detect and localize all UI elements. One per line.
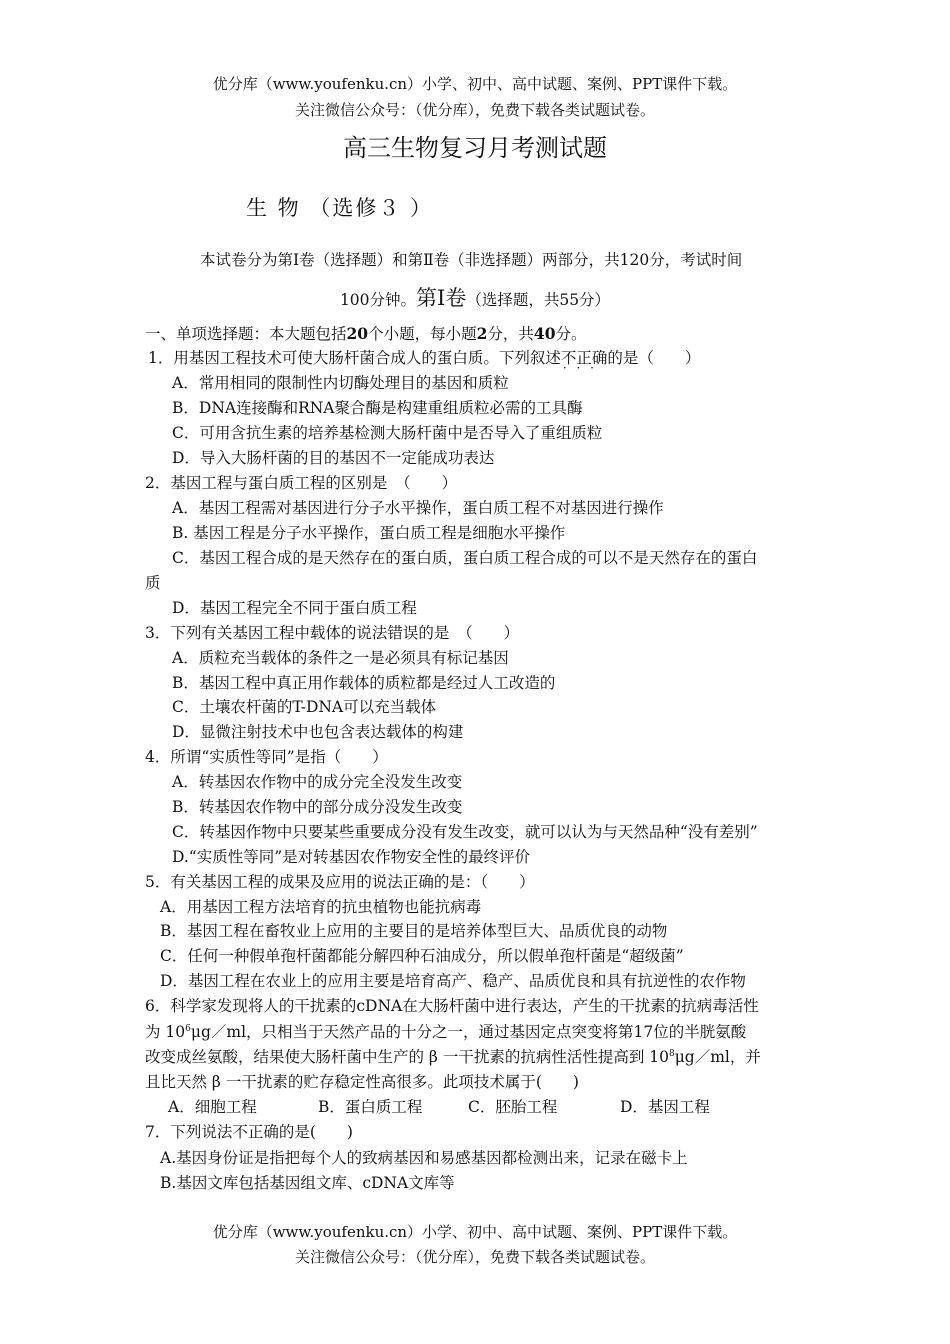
section-text: 个小题，每小题 [368, 325, 477, 343]
intro-line-1: 本试卷分为第Ⅰ卷（选择题）和第Ⅱ卷（非选择题）两部分，共120分，考试时间 [200, 251, 743, 269]
header-line-2: 关注微信公众号：（优分库），免费下载各类试题试卷。 [294, 101, 655, 119]
q7-option-b: B.基因文库包括基因组文库、cDNA文库等 [160, 1174, 455, 1192]
q5-option-b: B．基因工程在畜牧业上应用的主要目的是培养体型巨大、品质优良的动物 [160, 922, 668, 940]
q2-option-b: B. 基因工程是分子水平操作，蛋白质工程是细胞水平操作 [172, 524, 566, 542]
section-text: 一、单项选择题：本大题包括 [145, 325, 347, 343]
q2-stem: 2．基因工程与蛋白质工程的区别是 （ ） [145, 474, 458, 492]
q6-text: 改变成丝氨酸，结果使大肠杆菌中生产的 β 一干扰素的抗病性活性提高到 10 [145, 1048, 669, 1066]
page-title: 高三生物复习月考测试题 [343, 134, 607, 162]
section-count: 20 [346, 324, 369, 343]
q1-option-b: B．DNA连接酶和RNA聚合酶是构建重组质粒必需的工具酶 [172, 399, 583, 417]
q4-stem: 4．所谓“实质性等同”是指（ ） [145, 748, 388, 766]
q6-option-a: A．细胞工程 [168, 1098, 257, 1116]
q5-option-a: A．用基因工程方法培育的抗虫植物也能抗病毒 [160, 898, 482, 916]
q5-stem: 5．有关基因工程的成果及应用的说法正确的是：（ ） [145, 873, 535, 891]
volume-one-heading: 第Ⅰ卷 [416, 286, 467, 310]
q1-option-d: D．导入大肠杆菌的目的基因不一定能成功表达 [172, 449, 495, 467]
exponent: 6 [185, 1023, 191, 1034]
q6-option-c: C．胚胎工程 [468, 1098, 558, 1116]
section-total: 40 [533, 324, 556, 343]
q7-stem: 7．下列说法不正确的是( ) [145, 1123, 353, 1141]
q1-option-c: C．可用含抗生素的培养基检测大肠杆菌中是否导入了重组质粒 [172, 424, 603, 442]
q2-option-d: D．基因工程完全不同于蛋白质工程 [172, 599, 417, 617]
q2-option-a: A．基因工程需对基因进行分子水平操作，蛋白质工程不对基因进行操作 [172, 499, 664, 517]
section-one-heading [145, 322, 587, 344]
q1-stem [148, 346, 700, 368]
emphasis-not-correct: 不正确 · · · [561, 349, 608, 367]
q3-option-c: C．土壤农杆菌的T-DNA可以充当载体 [172, 698, 437, 716]
q6-stem-line-3 [145, 1045, 761, 1067]
q6-stem-line-2 [145, 1020, 746, 1042]
header-line-1: 优分库（www.youfenku.cn）小学、初中、高中试题、案例、PPT课件下载。 [212, 75, 738, 93]
intro-line-2 [0, 282, 950, 312]
q3-stem: 3．下列有关基因工程中载体的说法错误的是 （ ） [145, 624, 520, 642]
q6-option-d: D．基因工程 [620, 1098, 710, 1116]
q1-stem-text: 的是（ ） [607, 349, 701, 367]
q6-text: μg／ml，只相当于天然产品的十分之一，通过基因定点突变将第17位的半胱氨酸 [190, 1023, 747, 1041]
footer-line-2: 关注微信公众号：（优分库），免费下载各类试题试卷。 [294, 1248, 655, 1266]
q6-stem-line-4: 且比天然 β 一干扰素的贮存稳定性高很多。此项技术属于( ) [145, 1073, 579, 1091]
intro-time: 100分钟。 [339, 291, 417, 309]
section-text: 分。 [555, 325, 587, 343]
q4-option-b: B．转基因农作物中的部分成分没发生改变 [172, 798, 463, 816]
q5-option-d: D．基因工程在农业上的应用主要是培育高产、稳产、品质优良和具有抗逆性的农作物 [160, 972, 746, 990]
subtitle: 生 物 （选修３ ） [246, 196, 434, 220]
volume-one-note: （选择题，共55分） [466, 291, 611, 309]
footer-line-1: 优分库（www.youfenku.cn）小学、初中、高中试题、案例、PPT课件下载。 [212, 1223, 738, 1241]
q6-text: 为 10 [145, 1023, 186, 1041]
q6-stem-line-1: 6．科学家发现将人的干扰素的cDNA在大肠杆菌中进行表达，产生的干扰素的抗病毒活性 [145, 997, 759, 1015]
exponent: 8 [668, 1048, 675, 1059]
q6-text: μg／ml，并 [674, 1048, 761, 1066]
q4-option-d: D.“实质性等同”是对转基因农作物安全性的最终评价 [172, 848, 531, 866]
q3-option-b: B．基因工程中真正用作载体的质粒都是经过人工改造的 [172, 674, 556, 692]
q7-option-a: A.基因身份证是指把每个人的致病基因和易感基因都检测出来，记录在磁卡上 [160, 1149, 688, 1167]
q2-option-c-cont: 质 [145, 574, 161, 592]
q1-stem-text: 1．用基因工程技术可使大肠杆菌合成人的蛋白质。下列叙述 [148, 349, 561, 367]
q6-option-b: B．蛋白质工程 [318, 1098, 423, 1116]
q3-option-d: D．显微注射技术中也包含表达载体的构建 [172, 723, 464, 741]
q4-option-a: A．转基因农作物中的成分完全没发生改变 [172, 773, 463, 791]
q3-option-a: A．质粒充当载体的条件之一是必须具有标记基因 [172, 649, 509, 667]
q2-option-c: C．基因工程合成的是天然存在的蛋白质，蛋白质工程合成的可以不是天然存在的蛋白 [172, 549, 758, 567]
section-points: 2 [476, 324, 488, 343]
section-text: 分，共 [487, 325, 534, 343]
q1-option-a: A．常用相同的限制性内切酶处理目的基因和质粒 [172, 374, 509, 392]
q5-option-c: C．任何一种假单孢杆菌都能分解四种石油成分，所以假单孢杆菌是“超级菌” [160, 947, 684, 965]
q4-option-c: C．转基因作物中只要某些重要成分没有发生改变，就可以认为与天然品种“没有差别” [172, 823, 758, 841]
